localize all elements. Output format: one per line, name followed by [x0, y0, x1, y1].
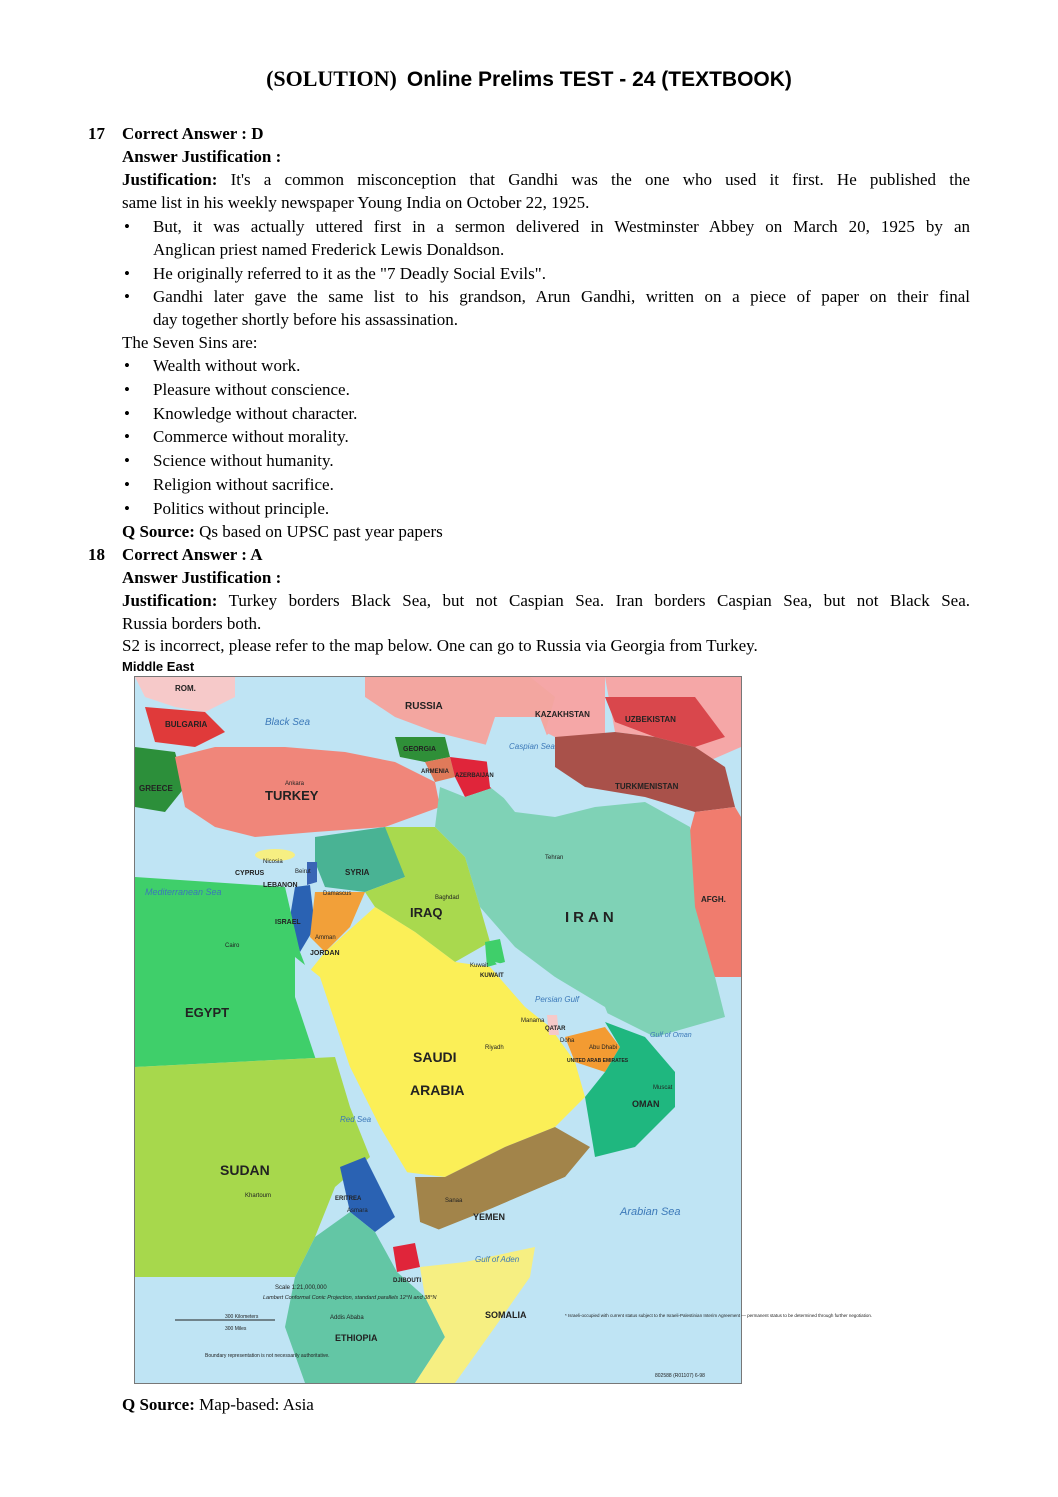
map-label: SAUDI — [413, 1049, 457, 1065]
map-city-label: Doha — [560, 1038, 575, 1044]
map-label: RUSSIA — [405, 701, 443, 712]
map-city-label: Baghdad — [435, 895, 460, 901]
map-label: ROM. — [175, 684, 196, 693]
map-label: ARABIA — [410, 1082, 465, 1098]
map-label: IRAQ — [410, 905, 443, 920]
map-city-label: Khartoum — [245, 1193, 272, 1199]
scale-km: 300 Kilometers — [225, 1314, 259, 1320]
map-label: KUWAIT — [480, 973, 504, 979]
map-label: DJIBOUTI — [393, 1278, 422, 1284]
list-item-text: Pleasure without conscience. — [153, 380, 350, 399]
map-label: ERITREA — [335, 1196, 362, 1202]
map-label: GREECE — [139, 784, 173, 793]
boundary-note: Boundary representation is not necessarily authoritative. — [205, 1353, 330, 1359]
map-label: QATAR — [545, 1026, 566, 1032]
list-item-text: Knowledge without character. — [153, 404, 358, 423]
map-water-label: Gulf of Oman — [650, 1032, 692, 1039]
map-city-label: Manama — [521, 1018, 545, 1024]
map-title: Middle East — [122, 659, 195, 674]
bullet-icon: • — [124, 499, 130, 518]
map-city-label: Kuwait — [470, 963, 489, 969]
map-label: BULGARIA — [165, 720, 208, 729]
justification-line — [122, 589, 970, 613]
list-item-text: Anglican priest named Frederick Lewis Donaldson. — [153, 240, 505, 259]
map-label: ARMENIA — [421, 769, 449, 775]
map-label: LEBANON — [263, 882, 298, 889]
map-label: TURKMENISTAN — [615, 782, 679, 791]
middle-east-map — [134, 676, 873, 1384]
title-solution: (SOLUTION) — [266, 66, 397, 91]
question-source — [122, 520, 970, 544]
bullet-icon: • — [124, 217, 130, 236]
justification-text: Turkey borders Black Sea, but not Caspian Sea. Iran borders Caspian Sea, but not Black Sea. — [217, 591, 970, 610]
map-label: AFGH. — [701, 895, 726, 904]
justification-line: Russia borders both. — [122, 614, 262, 633]
bullet-icon: • — [124, 380, 130, 399]
map-city-label: Nicosia — [263, 859, 283, 865]
bullet-icon: • — [124, 264, 130, 283]
map-water-label: Gulf of Aden — [475, 1255, 520, 1264]
q-source-label: Q Source: — [122, 1395, 195, 1414]
map-water-label: Arabian Sea — [620, 1206, 681, 1218]
map-water-label: Red Sea — [340, 1115, 372, 1124]
map-label: UNITED ARAB EMIRATES — [567, 1058, 629, 1064]
justification-label: Justification: — [122, 591, 218, 610]
bullet-icon: • — [124, 356, 130, 375]
list-item-text: Commerce without morality. — [153, 427, 349, 446]
q-source-text: Map-based: Asia — [194, 1395, 314, 1414]
map-label: JORDAN — [310, 950, 340, 957]
map-label: IRAN — [565, 909, 618, 926]
map-projection: Lambert Conformal Conic Projection, standard parallels 12°N and 38°N — [263, 1295, 437, 1301]
answer-justification-heading: Answer Justification : — [122, 147, 282, 166]
list-item-text: But, it was actually uttered first in a sermon delivered in Westminster Abbey on March 20, 1925 by an — [153, 217, 970, 236]
list-item-text: Gandhi later gave the same list to his grandson, Arun Gandhi, written on a piece of paper on their final — [153, 287, 970, 306]
map-label: SUDAN — [220, 1162, 270, 1178]
map-city-label: Addis Ababa — [330, 1315, 364, 1321]
bullet-icon: • — [124, 427, 130, 446]
q-source-label: Q Source: — [122, 522, 195, 541]
title-test-name: Online Prelims TEST - 24 (TEXTBOOK) — [406, 68, 792, 91]
map-city-label: Damascus — [323, 891, 352, 897]
justification-line — [122, 168, 970, 192]
list-item-text: Politics without principle. — [153, 499, 330, 518]
map-label: CYPRUS — [235, 870, 265, 877]
map-city-label: Ankara — [285, 781, 305, 787]
justification-line: same list in his weekly newspaper Young India on October 22, 1925. — [122, 193, 590, 212]
map-city-label: Riyadh — [485, 1045, 504, 1051]
map-city-label: Cairo — [225, 943, 240, 949]
list-item-text: Religion without sacrifice. — [153, 475, 334, 494]
map-svg — [135, 677, 873, 1383]
map-label: OMAN — [632, 1099, 660, 1109]
justification-line: S2 is incorrect, please refer to the map below. One can go to Russia via Georgia from Turkey. — [122, 636, 758, 655]
page-title — [0, 66, 1058, 92]
map-label: SOMALIA — [485, 1310, 527, 1320]
map-label: GEORGIA — [403, 746, 437, 753]
map-label: KAZAKHSTAN — [535, 710, 590, 719]
scale-mi: 300 Miles — [225, 1326, 247, 1332]
correct-answer: Correct Answer : D — [122, 124, 264, 143]
map-city-label: Tehran — [545, 855, 564, 861]
list-item-text: Wealth without work. — [153, 356, 301, 375]
bullet-icon: • — [124, 475, 130, 494]
map-label: EGYPT — [185, 1005, 230, 1020]
map-label: TURKEY — [265, 788, 319, 803]
bullet-icon: • — [124, 404, 130, 423]
map-city-label: Beirut — [295, 869, 311, 875]
map-scale: Scale 1:21,000,000 — [275, 1285, 327, 1291]
map-city-label: Muscat — [653, 1085, 673, 1091]
map-label: ISRAEL — [275, 919, 301, 926]
map-footnote: * Israeli-occupied with current status subject to the Israeli-Palestinian Interim Agreement — permanent status to be determined through further negotiation. — [565, 1313, 873, 1318]
map-label: YEMEN — [473, 1212, 506, 1222]
list-item-text: Science without humanity. — [153, 451, 334, 470]
question-number: 18 — [88, 545, 105, 564]
map-label: ETHIOPIA — [335, 1333, 378, 1343]
bullet-icon: • — [124, 287, 130, 306]
bullet-icon: • — [124, 451, 130, 470]
list-item-text: day together shortly before his assassination. — [153, 310, 458, 329]
correct-answer: Correct Answer : A — [122, 545, 263, 564]
map-city-label: Amman — [315, 935, 336, 941]
justification-text: It's a common misconception that Gandhi was the one who used it first. He published the — [217, 170, 970, 189]
map-city-label: Abu Dhabi — [589, 1045, 618, 1051]
map-city-label: Sanaa — [445, 1198, 463, 1204]
map-water-label: Mediterranean Sea — [145, 887, 222, 897]
question-number: 17 — [88, 124, 105, 143]
map-city-label: Asmara — [347, 1208, 368, 1214]
map-label: UZBEKISTAN — [625, 715, 676, 724]
map-water-label: Caspian Sea — [509, 742, 555, 751]
answer-justification-heading: Answer Justification : — [122, 568, 282, 587]
map-code: 802588 (R01107) 6-98 — [655, 1373, 705, 1379]
question-source — [122, 1393, 970, 1417]
sins-intro: The Seven Sins are: — [122, 333, 258, 352]
list-item-text: He originally referred to it as the "7 Deadly Social Evils". — [153, 264, 546, 283]
map-label: AZERBAIJAN — [455, 773, 494, 779]
map-water-label: Persian Gulf — [535, 995, 580, 1004]
map-label: SYRIA — [345, 868, 370, 877]
map-water-label: Black Sea — [265, 717, 311, 728]
q-source-text: Qs based on UPSC past year papers — [194, 522, 443, 541]
justification-label: Justification: — [122, 170, 218, 189]
region-qatar — [547, 1015, 559, 1035]
